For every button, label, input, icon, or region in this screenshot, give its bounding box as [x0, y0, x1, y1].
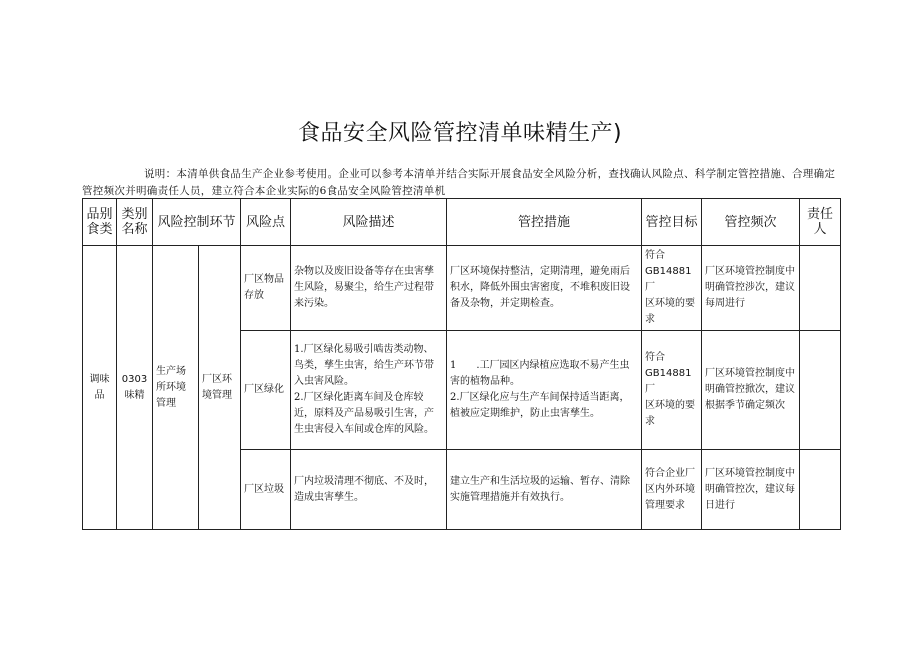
header-category: 品别食类 — [83, 199, 117, 246]
risk-description-item-1: 1.厂区绿化易吸引啮齿类动物、鸟类，孳生虫害，给生产环节带入虫害风险。 — [294, 344, 435, 387]
header-category-name: 类别名称 — [117, 199, 153, 246]
header-risk-description: 风险描述 — [291, 199, 447, 246]
risk-point-cell: 厂区绿化 — [241, 331, 291, 450]
control-measure-item-2: 2.厂区绿化应与生产车间保持适当距离，植被应定期维护，防止虫害孳生。 — [450, 392, 630, 419]
risk-control-table — [82, 198, 841, 530]
target-suffix: 区环境的要求 — [645, 400, 696, 427]
risk-description-item-2: 2.厂区绿化距离车间及仓库较近，原料及产品易吸引生害，产生虫害侵入车间或仓库的风险。 — [294, 392, 435, 435]
header-control-frequency: 管控频次 — [702, 199, 800, 246]
control-measure-item-1: 1 .工厂园区内绿植应选取不易产生虫害的植物品种。 — [450, 360, 630, 387]
control-target-cell — [642, 246, 702, 331]
target-suffix: 区环境的要求 — [645, 298, 696, 325]
control-link-cell-1: 生产场所环境管理 — [153, 246, 199, 530]
page-title: 食品安全风险管控清单味精生产) — [297, 121, 623, 146]
target-prefix: 符合 — [645, 352, 666, 363]
instruction-note: 说明：本清单供食品生产企业参考使用。企业可以参考本清单并结合实际开展食品安全风险分析，查找确认风险点、科学制定管控措施、合理确定管控频次并明确责任人员，建立符合本企业实际的6食品安全风险管控清单机 — [82, 168, 836, 197]
risk-point-cell: 厂区垃圾 — [241, 450, 291, 530]
category-name-cell: 0303味精 — [117, 246, 153, 530]
table-row — [83, 246, 841, 331]
header-responsible: 责任人 — [800, 199, 841, 246]
risk-description-cell: 杂物以及废旧设备等存在虫害孳生风险，易聚尘，给生产过程带来污染。 — [291, 246, 447, 331]
target-prefix: 符合 — [645, 250, 666, 261]
target-standard-code: GB14881厂 — [645, 368, 692, 395]
category-cell: 调味品 — [83, 246, 117, 530]
responsible-cell — [800, 331, 841, 450]
header-control-target: 管控目标 — [642, 199, 702, 246]
control-frequency-cell: 厂区环境管控制度中明确管控次，建议每日进行 — [702, 450, 800, 530]
control-link-cell-2: 厂区环境管理 — [199, 246, 241, 530]
header-control-link: 风险控制环节 — [153, 199, 241, 246]
responsible-cell — [800, 450, 841, 530]
table-header-row — [83, 199, 841, 246]
risk-description-cell — [291, 331, 447, 450]
control-target-cell: 符合企业厂区内外环境管理要求 — [642, 450, 702, 530]
control-measures-cell — [447, 331, 642, 450]
target-standard-code: GB14881厂 — [645, 266, 692, 293]
header-risk-point: 风险点 — [241, 199, 291, 246]
risk-description-cell: 厂内垃圾清理不彻底、不及时，造成虫害孳生。 — [291, 450, 447, 530]
header-control-measures: 管控措施 — [447, 199, 642, 246]
responsible-cell — [800, 246, 841, 331]
control-frequency-cell: 厂区环境管控制度中明确管控掀次，建议根据季节确定频次 — [702, 331, 800, 450]
control-frequency-cell: 厂区环境管控制度中明确管控涉次，建议每周进行 — [702, 246, 800, 331]
control-measures-cell: 建立生产和生活垃圾的运输、暂存、清除实施管理措施并有效执行。 — [447, 450, 642, 530]
risk-point-cell: 厂区物品存放 — [241, 246, 291, 331]
control-measures-cell: 厂区环境保持整洁，定期清理，避免雨后积水，降低外围虫害密度，不堆积废旧设备及杂物，并定期检查。 — [447, 246, 642, 331]
control-target-cell — [642, 331, 702, 450]
